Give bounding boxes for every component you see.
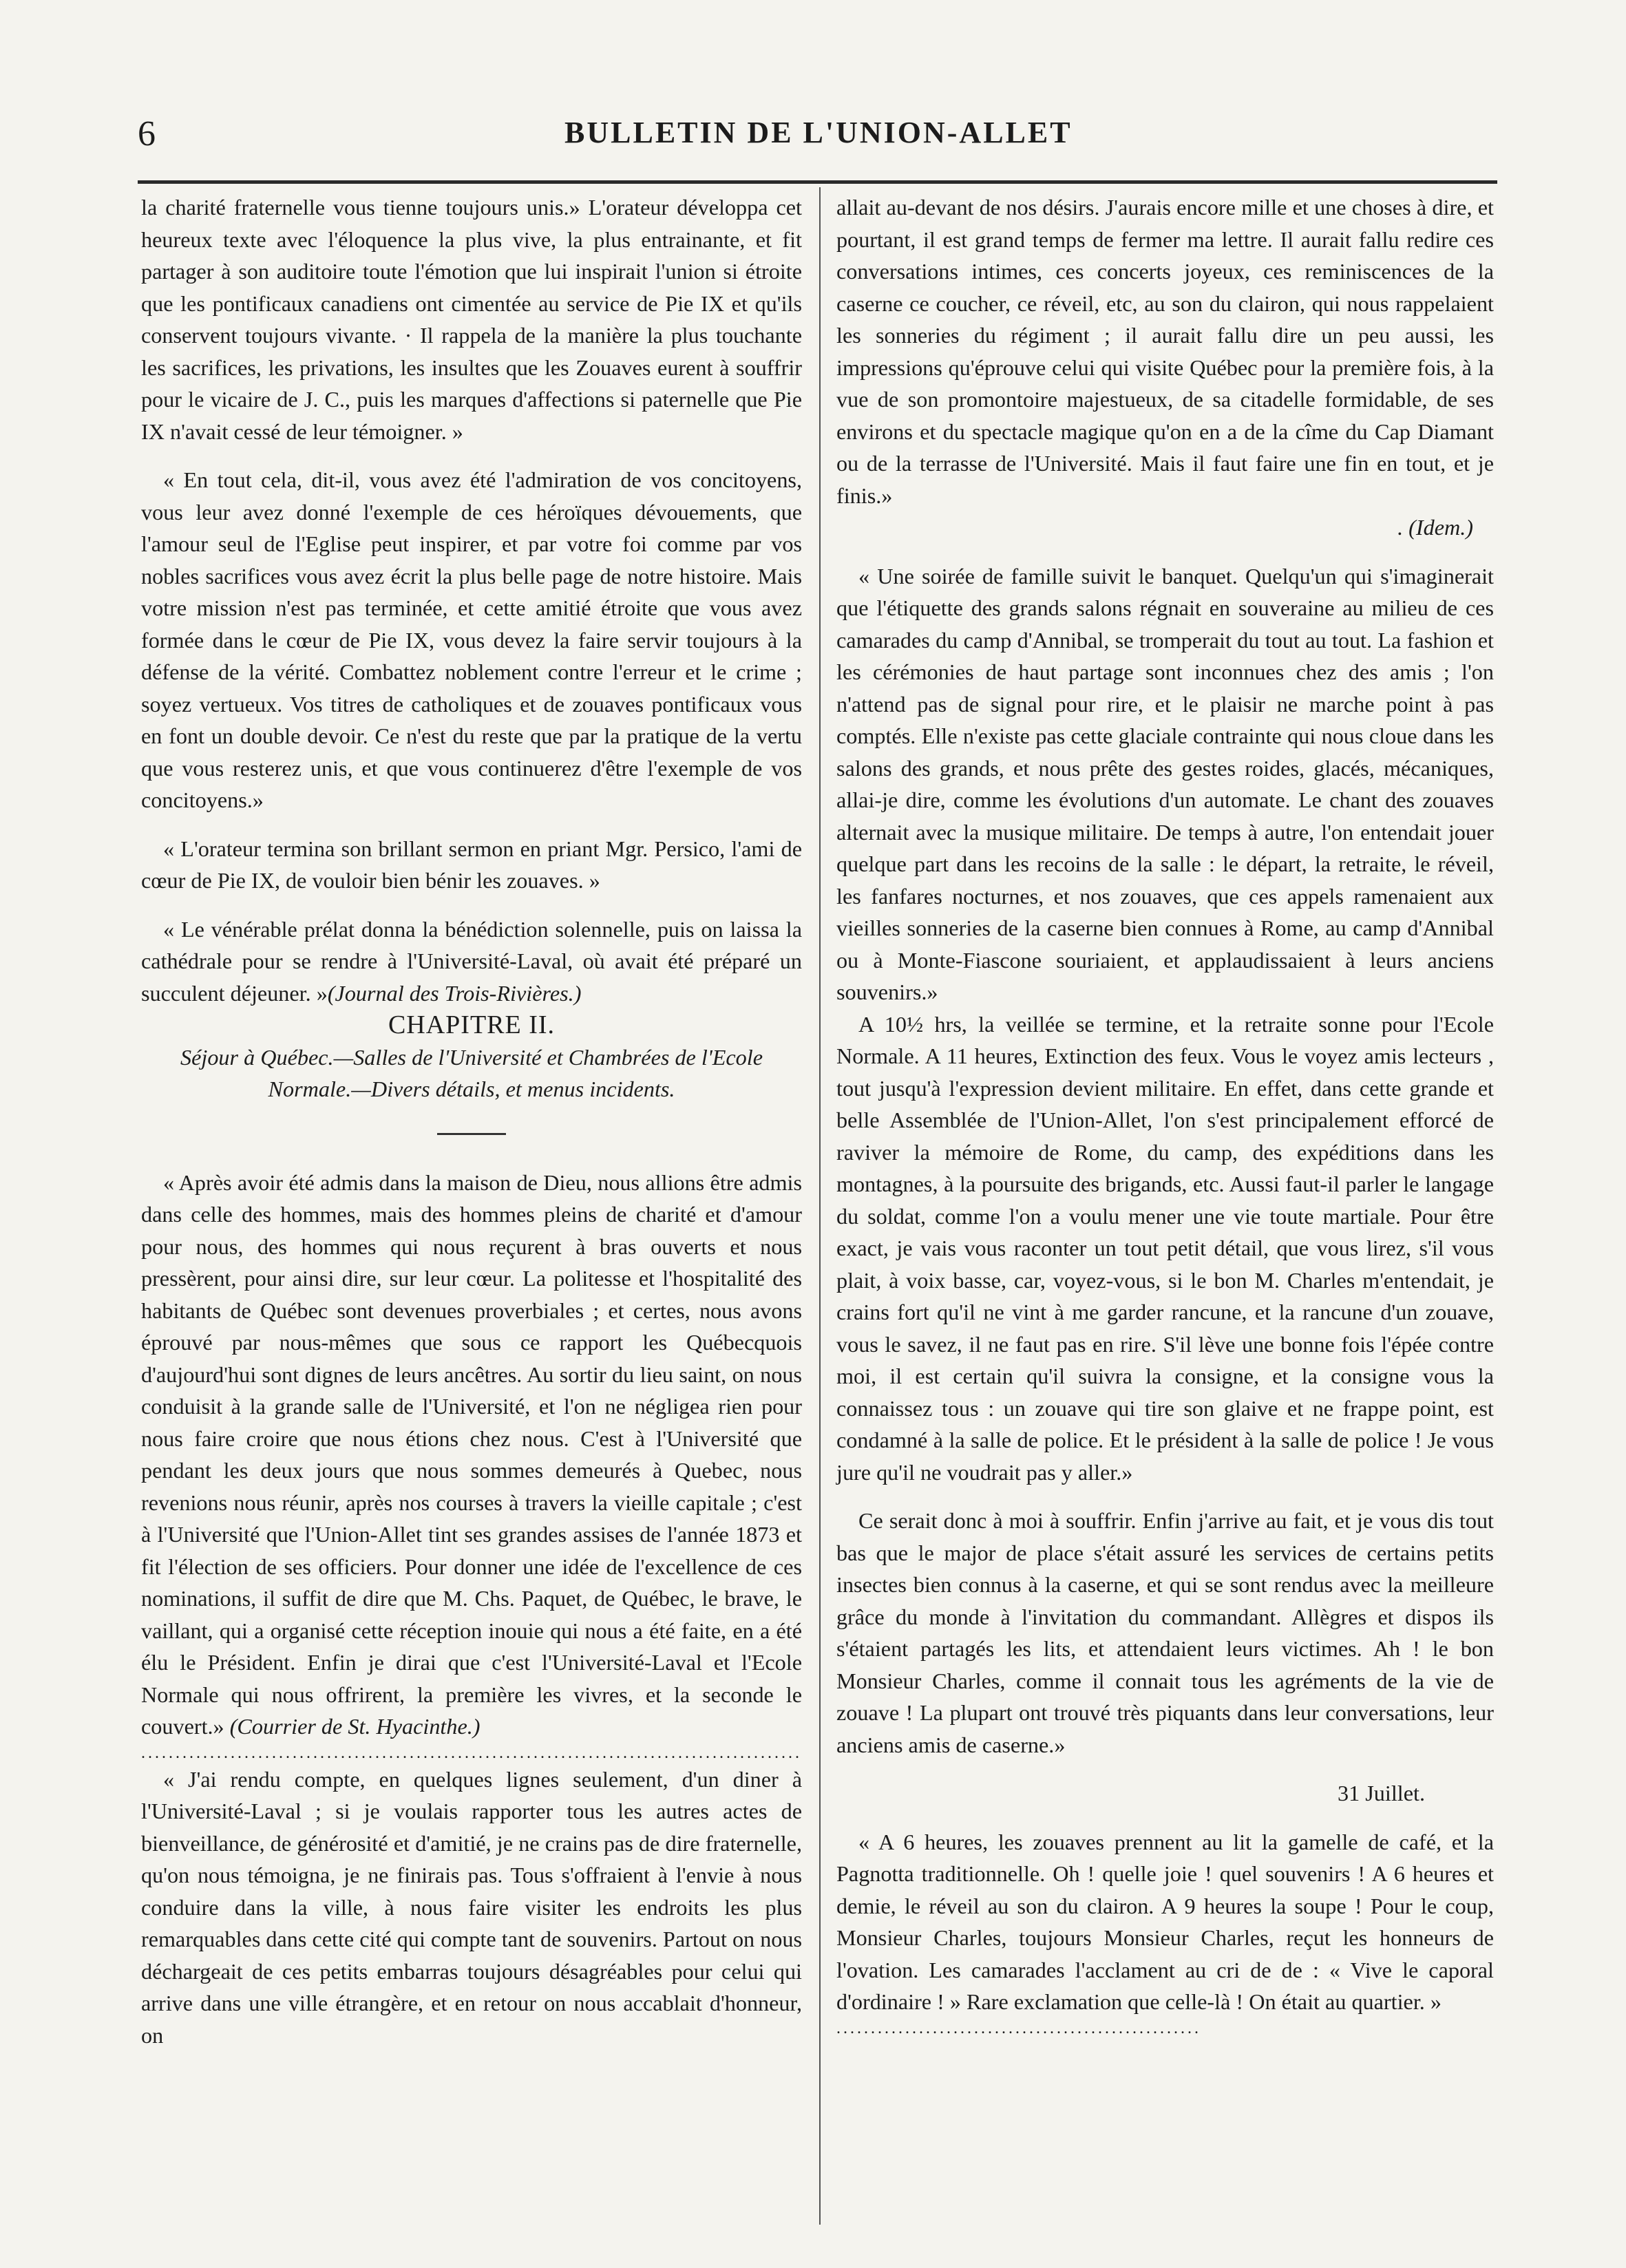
chapter-title: CHAPITRE II. xyxy=(388,1010,556,1039)
column-divider xyxy=(819,187,821,2225)
page-header xyxy=(124,114,1494,165)
paragraph-text: « Après avoir été admis dans la maison de Dieu, nous allions être admis dans celle des hommes, mais des hommes pleins de charité et d'amour pour nous, des hommes qui nous reçurent à bras ouverts et nous pressèrent, pour ainsi dire, sur leur cœur. La politesse et l'hospitalité des habitants de Québec sont devenues proverbiales ; et certes, nous avons éprouvé par nous-mêmes que sous ce rapport les Québecquois d'aujourd'hui sont dignes de leurs ancêtres. Au sortir du lieu saint, on nous conduisit à la grande salle de l'Université, et l'on ne négligea rien pour nous faire croire que nous étions chez nous. C'est à l'Université que pendant les deux jours que nous sommes demeurés à Quebec, nous revenions nous réunir, après nos courses à travers la vieille capitale ; c'est à l'Université que l'Union-Allet tint ses grandes assises de l'année 1873 et fit l'élection de ses officiers. Pour donner une idée de l'excellence de ces nominations, il suffit de dire que M. Chs. Paquet, de Québec, le brave, le vaillant, qui a organisé cette réception inouie qui nous a été faite, en a été élu le Président. Enfin je dirai que c'est l'Université-Laval et l'Ecole Normale qui nous offrirent, la première les vivres, et la seconde le couvert.» xyxy=(141,1169,802,1739)
source-citation: (Journal des Trois-Rivières.) xyxy=(327,980,582,1006)
paragraph: A 10½ hrs, la veillée se termine, et la retraite sonne pour l'Ecole Normale. A 11 heures, Extinction des feux. Vous le voyez amis lecteurs , tout jusqu'à l'expression devient militaire. En effet, dans cette grande et belle Assemblée de l'Union-Allet, l'on s'est principalement efforcé de raviver la mémoire de Rome, du camp, des expéditions dans les montagnes, à la poursuite des brigands, etc. Aussi faut-il parler le langage du soldat, comme l'on a voulu mener une vie toute martiale. Pour être exact, je vais vous raconter un tout petit détail, que vous lirez, s'il vous plait, à voix basse, car, voyez-vous, si le bon M. Charles m'entendait, je crains fort qu'il ne vint à me garder rancune, et la rancune d'un zouave, vous le savez, il ne faut pas en rire. S'il lève une bonne fois l'épée contre moi, il est certain qu'il suivra la consigne, et la consigne vous la connaissez tous : un zouave qui tire son glaive et ne frappe point, est condamné à la salle de police. Et le président à la salle de police ! Je vous jure qu'il ne voudrait pas y aller.» xyxy=(836,1011,1494,1485)
source-citation: (Courrier de St. Hyacinthe.) xyxy=(229,1714,481,1739)
section-rule xyxy=(437,1133,506,1135)
page-number: 6 xyxy=(138,114,156,153)
chapter-subtitle: Séjour à Québec.—Salles de l'Université et Chambrées de l'Ecole Normale.—Divers détails, et menus incidents. xyxy=(180,1044,763,1101)
paragraph: « Une soirée de famille suivit le banquet. Quelqu'un qui s'imaginerait que l'étiquette des grands salons régnait en souveraine au milieu de ces camarades du camp d'Annibal, se tromperait du tout au tout. La fashion et les cérémonies de haut partage sont inconnues chez des amis ; l'on n'attend pas de signal pour rire, et le plaisir ne marche point à pas comptés. Elle n'existe pas cette glaciale contrainte qui nous cloue dans les salons des grands, et nous prête des gestes roides, glacés, mécaniques, allai-je dire, comme les évolutions d'un automate. Le chant des zouaves alternait avec la musique militaire. De temps à autre, l'on entendait jouer quelque part dans les recoins de la salle : le départ, la retraite, le réveil, les fanfares nocturnes, et nos zouaves, que ces appels ramenaient aux vieilles sonneries de la caserne bien connues à Rome, au camp d'Annibal ou à Monte-Fiascone souriaient, et applaudissaient à leurs anciens souvenirs.» xyxy=(836,563,1494,1004)
dotted-separator: ................................................................................................ xyxy=(141,1744,802,1762)
paragraph: « En tout cela, dit-il, vous avez été l'admiration de vos concitoyens, vous leur avez donné l'exemple de ces héroïques dévouements, que l'amour seul de l'Eglise peut inspirer, et par votre foi comme par vos nobles sacrifices vous avez écrit la plus belle page de notre histoire. Mais votre mission n'est pas terminée, et cette amitié étroite que vous avez formée dans le cœur de Pie IX, vous devez la faire servir toujours à la défense de la vérité. Combattez noblement contre l'erreur et le crime ; soyez vertueux. Vos titres de catholiques et de zouaves pontificaux vous en font un double devoir. Ce n'est du reste que par la pratique de la vertu que vous resterez unis, et que vous continuerez d'être l'exemple de vos concitoyens.» xyxy=(141,467,802,812)
paragraph: allait au-devant de nos désirs. J'aurais encore mille et une choses à dire, et pourtant, il est grand temps de fermer ma lettre. Il aurait fallu redire ces conversations intimes, ces concerts joyeux, ces reminiscences de la caserne ce coucher, ce réveil, etc, au son du clairon, qui nous rappelaient les sonneries du régiment ; il aurait fallu dire un peu aussi, les impressions qu'éprouve celui qui visite Québec pour la première fois, à la vue de son promontoire majestueux, de sa citadelle formidable, de ses environs et du spectacle magique qu'on en a de la cîme du Cap Diamant ou de la terrasse de l'Université. Mais il faut faire une fin en tout, et je finis.» xyxy=(836,195,1494,508)
dotted-separator: ..................................................... xyxy=(836,2019,1201,2037)
paragraph: « A 6 heures, les zouaves prennent au lit la gamelle de café, et la Pagnotta traditionnelle. Oh ! quelle joie ! quel souvenirs ! A 6 heures et demie, le réveil au son du clairon. A 9 heures la soupe ! Pour le coup, Monsieur Charles, toujours Monsieur Charles, reçut les honneurs de l'ovation. Les camarades l'acclament au cri de de : « Vive le caporal d'ordinaire ! » Rare exclamation que celle-là ! On était au quartier. » xyxy=(836,1829,1494,2014)
left-column xyxy=(141,191,802,2051)
paragraph: « J'ai rendu compte, en quelques lignes seulement, d'un diner à l'Université-Laval ; si je voulais rapporter tous les autres actes de bienveillance, de générosité et d'amitié, je ne crains pas de dire fraternelle, qu'on nous témoigna, je ne finirais pas. Tous s'offraient à l'envie à nous conduire dans la ville, à nous faire visiter les endroits les plus remarquables dans cette cité qui compte tant de souvenirs. Partout on nous déchargeait de ces petits embarras toujours désagréables pour celui qui arrive dans une ville étrangère, et en retour on nous accablait d'honneur, on xyxy=(141,1766,802,2048)
paragraph: Ce serait donc à moi à souffrir. Enfin j'arrive au fait, et je vous dis tout bas que le major de place s'était assuré les services de certains petits insectes bien connus à la caserne, et qui se sont rendus avec la meilleure grâce du monde à l'invitation du commandant. Allègres et dispos ils s'étaient partagés les lits, et attendaient leurs victimes. Ah ! le bon Monsieur Charles, comme il connait tous les agréments de la vie de zouave ! La plupart ont trouvé très piquants dans leur conversations, leur anciens amis de caserne.» xyxy=(836,1508,1494,1757)
running-title: BULLETIN DE L'UNION-ALLET xyxy=(564,116,1073,149)
header-rule xyxy=(138,180,1497,184)
paragraph: la charité fraternelle vous tienne toujours unis.» L'orateur développa cet heureux texte avec l'éloquence la plus vive, la plus entrainante, et fit partager à son auditoire toute l'émotion que lui inspirait l'union si étroite que les pontificaux canadiens ont cimentée au service de Pie IX et qu'ils conservent toujours vivante. · Il rappela de la manière la plus touchante les sacrifices, les privations, les insultes que les Zouaves eurent à souffrir pour le vicaire de J. C., puis les marques d'affections si paternelle que Pie IX n'avait cessé de leur témoigner. » xyxy=(141,195,802,444)
right-column xyxy=(836,191,1494,2039)
date-heading: 31 Juillet. xyxy=(1338,1781,1425,1805)
paragraph xyxy=(141,913,802,1010)
source-citation: . (Idem.) xyxy=(1397,515,1473,540)
paragraph: « L'orateur termina son brillant sermon en priant Mgr. Persico, l'ami de cœur de Pie IX, de vouloir bien bénir les zouaves. » xyxy=(141,836,802,893)
paragraph-text: « Le vénérable prélat donna la bénédiction solennelle, puis on laissa la cathédrale pour se rendre à l'Université-Laval, où avait été préparé un succulent déjeuner. » xyxy=(141,916,802,1006)
paragraph xyxy=(141,1167,802,1743)
